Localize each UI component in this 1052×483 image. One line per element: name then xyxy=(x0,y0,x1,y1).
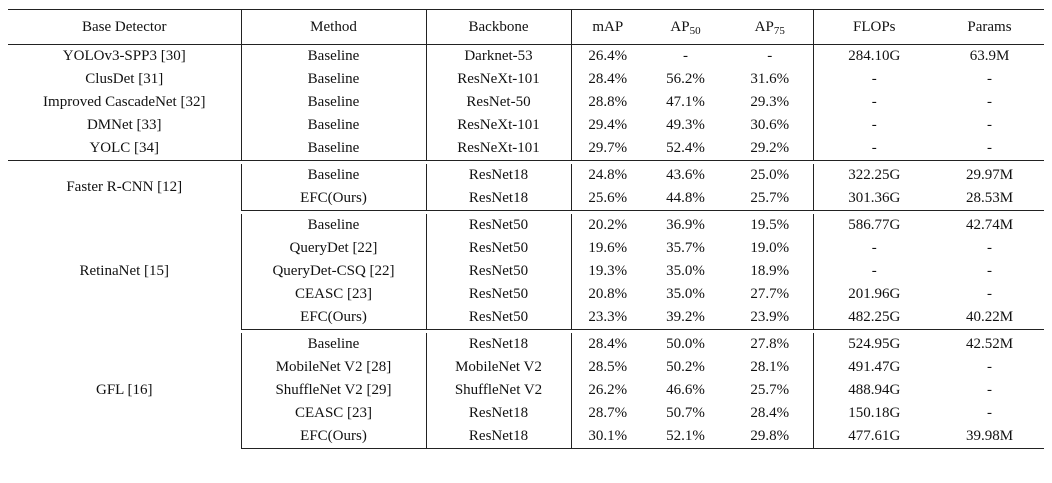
cell-params: 42.52M xyxy=(965,336,1014,352)
cell-ap50: 35.0% xyxy=(666,286,705,302)
cell-ap50: 46.6% xyxy=(666,382,705,398)
cell-method: Baseline xyxy=(241,91,426,114)
table-row xyxy=(8,68,1044,91)
cell-map: 28.4% xyxy=(588,71,628,87)
cell-flops: - xyxy=(871,94,877,110)
cell-flops: 491.47G xyxy=(848,359,901,375)
cell-ap50: 50.0% xyxy=(666,336,705,352)
cell-flops: - xyxy=(871,240,877,256)
cell-ap75: 29.8% xyxy=(727,425,813,449)
cell-flops: 322.25G xyxy=(848,167,901,183)
table-row xyxy=(8,214,1044,237)
cell-map: 29.7% xyxy=(571,137,644,161)
cell-ap75: 27.7% xyxy=(727,283,813,306)
cell-ap75: 19.5% xyxy=(727,214,813,237)
cell-ap50: 39.2% xyxy=(644,306,727,330)
cell-method: MobileNet V2 [28] xyxy=(241,356,426,379)
cell-method: EFC(Ours) xyxy=(241,425,426,449)
table-group xyxy=(8,333,1044,449)
cell-params: 42.74M xyxy=(965,217,1014,233)
cell-params: 39.98M xyxy=(935,425,1044,449)
cell-ap75: 19.0% xyxy=(727,237,813,260)
table-group xyxy=(8,214,1044,330)
cell-method: Baseline xyxy=(241,45,426,69)
cell-backbone: ResNet18 xyxy=(426,187,571,211)
cell-backbone: ResNet50 xyxy=(426,237,571,260)
cell-ap75: - xyxy=(727,45,813,69)
cell-map: 26.4% xyxy=(588,48,628,64)
cell-map: 23.3% xyxy=(571,306,644,330)
cell-ap50: 35.0% xyxy=(666,263,705,279)
cell-ap75: 31.6% xyxy=(727,68,813,91)
cell-backbone: ResNet50 xyxy=(426,306,571,330)
cell-backbone: Darknet-53 xyxy=(426,45,571,69)
cell-ap75: 25.7% xyxy=(727,379,813,402)
cell-params: - xyxy=(987,286,992,302)
cell-map: 24.8% xyxy=(588,167,628,183)
table-row xyxy=(8,164,1044,187)
results-table xyxy=(8,9,1044,449)
cell-map: 20.8% xyxy=(588,286,628,302)
cell-base-detector: GFL [16] xyxy=(8,333,241,449)
cell-flops: 150.18G xyxy=(848,405,901,421)
cell-params: - xyxy=(987,94,992,110)
cell-method: ShuffleNet V2 [29] xyxy=(241,379,426,402)
table-row xyxy=(8,333,1044,356)
cell-method: Baseline xyxy=(241,68,426,91)
cell-ap75: 23.9% xyxy=(727,306,813,330)
cell-method: QueryDet [22] xyxy=(241,237,426,260)
cell-backbone: MobileNet V2 xyxy=(426,356,571,379)
cell-ap50: 44.8% xyxy=(644,187,727,211)
cell-ap75: 28.1% xyxy=(727,356,813,379)
header-ap50: $AP_{50}$ xyxy=(644,10,727,45)
cell-ap50: 43.6% xyxy=(666,167,705,183)
cell-backbone: ShuffleNet V2 xyxy=(426,379,571,402)
cell-backbone: ResNeXt-101 xyxy=(426,68,571,91)
header-backbone: Backbone xyxy=(426,10,571,45)
cell-params: - xyxy=(987,240,992,256)
cell-backbone: ResNet18 xyxy=(426,164,571,187)
header-row xyxy=(8,10,1044,45)
cell-ap50: 36.9% xyxy=(666,217,705,233)
cell-ap75: 27.8% xyxy=(727,333,813,356)
cell-ap75: 30.6% xyxy=(727,114,813,137)
cell-method: CEASC [23] xyxy=(241,402,426,425)
cell-backbone: ResNet50 xyxy=(426,214,571,237)
cell-ap75: 28.4% xyxy=(727,402,813,425)
cell-flops: 482.25G xyxy=(813,306,935,330)
cell-map: 28.8% xyxy=(588,94,628,110)
cell-map: 26.2% xyxy=(588,382,628,398)
cell-params: - xyxy=(987,117,992,133)
table-row xyxy=(8,114,1044,137)
cell-map: 19.3% xyxy=(588,263,628,279)
cell-params: 40.22M xyxy=(935,306,1044,330)
header-map: mAP xyxy=(571,10,644,45)
table-row xyxy=(8,45,1044,69)
table-row xyxy=(8,137,1044,161)
cell-base-detector: YOLC [34] xyxy=(8,137,241,161)
cell-params: - xyxy=(987,382,992,398)
table-group xyxy=(8,164,1044,211)
cell-map: 25.6% xyxy=(571,187,644,211)
cell-method: Baseline xyxy=(241,114,426,137)
cell-base-detector: Faster R-CNN [12] xyxy=(8,164,241,211)
cell-backbone: ResNet18 xyxy=(426,425,571,449)
cell-ap50: 47.1% xyxy=(666,94,705,110)
cell-params: - xyxy=(987,263,992,279)
cell-map: 28.5% xyxy=(588,359,628,375)
cell-backbone: ResNet50 xyxy=(426,260,571,283)
cell-flops: - xyxy=(871,117,877,133)
cell-method: CEASC [23] xyxy=(241,283,426,306)
cell-backbone: ResNet-50 xyxy=(426,91,571,114)
cell-base-detector: DMNet [33] xyxy=(8,114,241,137)
cell-flops: 488.94G xyxy=(848,382,901,398)
cell-base-detector: ClusDet [31] xyxy=(8,68,241,91)
table-row xyxy=(8,91,1044,114)
cell-map: 19.6% xyxy=(588,240,628,256)
cell-map: 29.4% xyxy=(588,117,628,133)
cell-method: Baseline xyxy=(241,137,426,161)
cell-flops: 201.96G xyxy=(848,286,901,302)
cell-ap50: 56.2% xyxy=(666,71,705,87)
cell-params: - xyxy=(987,359,992,375)
cell-ap50: 50.7% xyxy=(666,405,705,421)
cell-flops: 284.10G xyxy=(848,48,901,64)
cell-method: QueryDet-CSQ [22] xyxy=(241,260,426,283)
cell-ap75: 25.0% xyxy=(727,164,813,187)
cell-map: 28.7% xyxy=(588,405,628,421)
cell-flops: - xyxy=(871,71,877,87)
cell-flops: - xyxy=(871,263,877,279)
cell-backbone: ResNeXt-101 xyxy=(426,137,571,161)
cell-base-detector: YOLOv3-SPP3 [30] xyxy=(8,45,241,69)
header-flops: FLOPs xyxy=(813,10,935,45)
cell-method: Baseline xyxy=(241,214,426,237)
cell-method: EFC(Ours) xyxy=(241,306,426,330)
cell-params: 28.53M xyxy=(935,187,1044,211)
cell-params: - xyxy=(935,137,1044,161)
header-params: Params xyxy=(935,10,1044,45)
cell-params: - xyxy=(987,405,992,421)
cell-flops: - xyxy=(813,137,935,161)
cell-params: - xyxy=(987,71,992,87)
header-base-detector: Base Detector xyxy=(8,10,241,45)
cell-flops: 586.77G xyxy=(848,217,901,233)
cell-ap75: 18.9% xyxy=(727,260,813,283)
cell-method: Baseline xyxy=(241,333,426,356)
cell-base-detector: RetinaNet [15] xyxy=(8,214,241,330)
cell-map: 30.1% xyxy=(571,425,644,449)
cell-backbone: ResNet50 xyxy=(426,283,571,306)
cell-flops: 524.95G xyxy=(848,336,901,352)
cell-ap50: 50.2% xyxy=(666,359,705,375)
cell-ap75: 29.3% xyxy=(727,91,813,114)
cell-base-detector: Improved CascadeNet [32] xyxy=(8,91,241,114)
cell-method: EFC(Ours) xyxy=(241,187,426,211)
cell-ap50: 35.7% xyxy=(666,240,705,256)
cell-params: 63.9M xyxy=(969,48,1010,64)
cell-flops: 477.61G xyxy=(813,425,935,449)
header-method: Method xyxy=(241,10,426,45)
cell-backbone: ResNet18 xyxy=(426,333,571,356)
cell-backbone: ResNet18 xyxy=(426,402,571,425)
cell-method: Baseline xyxy=(241,164,426,187)
cell-ap50: - xyxy=(683,48,688,64)
cell-ap75: 29.2% xyxy=(727,137,813,161)
cell-ap75: 25.7% xyxy=(727,187,813,211)
cell-backbone: ResNeXt-101 xyxy=(426,114,571,137)
cell-map: 20.2% xyxy=(588,217,628,233)
cell-ap50: 52.4% xyxy=(644,137,727,161)
cell-params: 29.97M xyxy=(965,167,1014,183)
cell-ap50: 52.1% xyxy=(644,425,727,449)
table-group xyxy=(8,45,1044,161)
header-ap75: $AP_{75}$ xyxy=(727,10,813,45)
cell-flops: 301.36G xyxy=(813,187,935,211)
cell-ap50: 49.3% xyxy=(666,117,705,133)
cell-map: 28.4% xyxy=(588,336,628,352)
